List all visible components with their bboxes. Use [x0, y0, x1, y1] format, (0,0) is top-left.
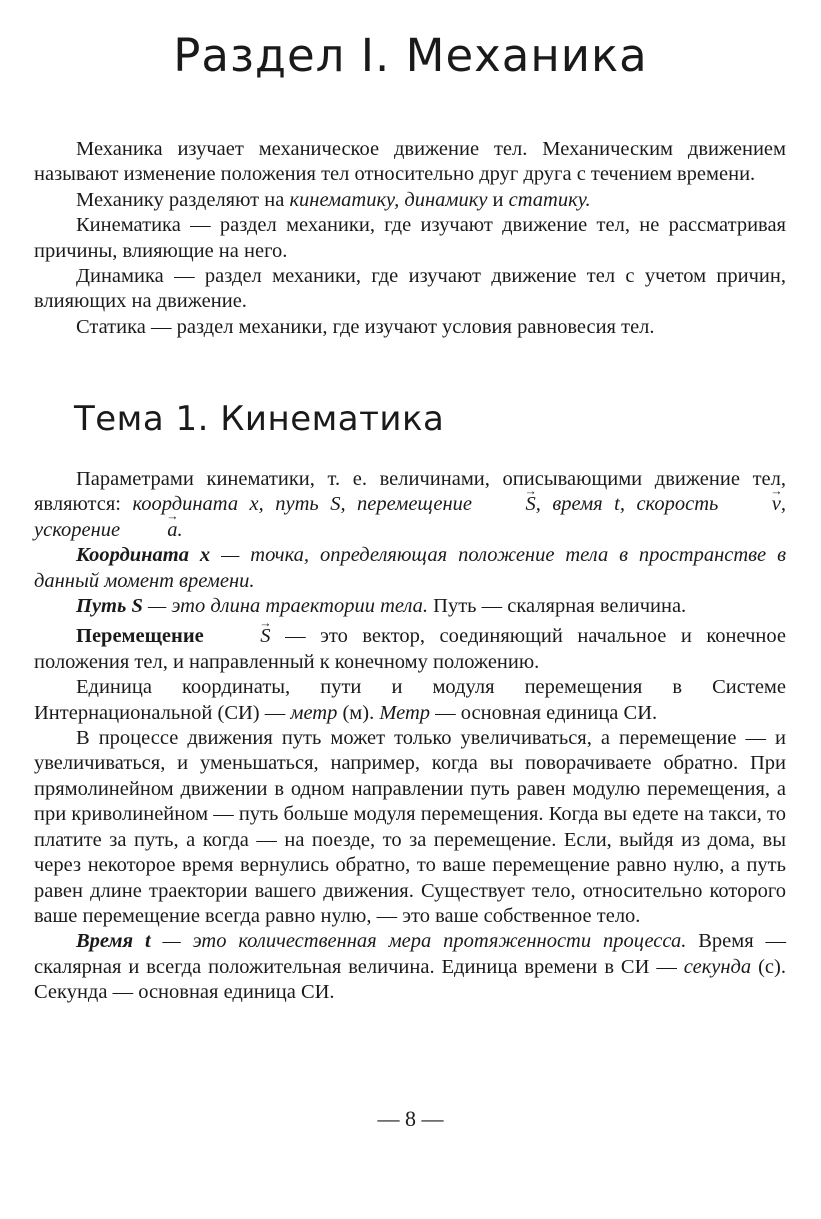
text-fragment: .	[177, 518, 183, 541]
section-title: Раздел I. Механика	[173, 29, 648, 82]
text-fragment: (с). Секунда — основная единица СИ.	[34, 955, 786, 1004]
kinematics-paragraph-7	[34, 929, 786, 1005]
vector-symbol: → S	[218, 624, 270, 649]
text-fragment: скорость	[636, 493, 730, 516]
kinematics-paragraph-6: В процессе движения путь может только увеличиваться, а перемещение — и увеличиваться, и уменьшаться, например, когда вы поворачиваете обратно. При прямолинейном движении в одном направлении путь равен модулю перемещения, а при криволинейном — путь больше модуля перемещения. Когда вы едете на такси, то платите за путь, а когда — на поезде, то за перемещение. Если, выйдя из дома, вы через некоторое время вернулись обратно, то ваше перемещение равно нулю, а путь равен длине траектории вашего движения. Существует тело, относительно которого ваше перемещение всегда равно нулю, — это ваше собственное тело.	[34, 727, 786, 927]
kinematics-paragraph-4	[34, 624, 786, 675]
term-coordinate: Координата x	[76, 544, 211, 567]
text-fragment: — основная единица СИ.	[430, 701, 658, 724]
text-fragment: Механику разделяют на	[76, 188, 290, 211]
unit-metre: метр	[290, 701, 338, 724]
unit-second: секунда	[683, 955, 752, 978]
vector-symbol: → S	[483, 492, 535, 517]
param-speed	[636, 493, 786, 515]
intro-paragraph-5: Статика — раздел механики, где изучают условия равновесия тел.	[76, 315, 655, 338]
term-statics: статику.	[508, 188, 591, 211]
text-fragment: Параметрами кинематики, т. е. величинами, описывающими движение тел, являются:	[34, 468, 786, 516]
term-time: Время t	[76, 930, 151, 953]
term-kinematics: кинематику,	[289, 188, 400, 211]
text-fragment: (м).	[337, 701, 380, 724]
param-acceleration	[34, 519, 183, 541]
intro-paragraph-2	[34, 188, 786, 213]
definition-time: — это количественная мера протяженности процесса.	[150, 930, 687, 953]
intro-text	[34, 137, 786, 340]
text-fragment: — это вектор, соединяющий начальное и конечное положения тел, и направленный к конечному положению.	[34, 625, 786, 673]
intro-paragraph-3: Кинематика — раздел механики, где изучают движение тел, не рассматривая причины, влияющие на него.	[34, 214, 786, 262]
param-time: время t,	[552, 493, 625, 516]
term-displacement: Перемещение	[76, 625, 219, 648]
text-fragment: Путь — скалярная величина.	[428, 595, 687, 618]
text-fragment: Единица координаты, пути и модуля перемещения в Системе Интернациональной (СИ) —	[34, 676, 786, 724]
kinematics-paragraph-3	[34, 594, 786, 619]
text-fragment: ускорение	[34, 518, 126, 541]
term-path: Путь S	[76, 595, 143, 618]
vector-symbol: → a	[125, 518, 177, 543]
definition-coordinate: — точка, определяющая положение тела в пространстве в данный момент времени.	[34, 544, 786, 592]
intro-paragraph-1: Механика изучает механическое движение тел. Механическим движением называют изменение положения тел относительно друг друга с течением времени.	[34, 138, 786, 186]
text-fragment: Время — скалярная и всегда положительная величина. Единица времени в СИ —	[34, 930, 787, 978]
text-fragment: ,	[780, 493, 787, 516]
text-fragment: и	[487, 188, 509, 211]
param-displacement	[357, 493, 541, 515]
kinematics-paragraph-1	[34, 467, 786, 543]
text-fragment: ,	[535, 493, 541, 516]
intro-paragraph-4: Динамика — раздел механики, где изучают движение тел с учетом причин, влияющих на движение.	[34, 265, 786, 313]
topic-title: Тема 1. Кинематика	[74, 399, 445, 439]
text-fragment: перемещение	[357, 493, 484, 516]
page-number: — 8 —	[377, 1106, 444, 1131]
term-dynamics: динамику	[404, 188, 488, 211]
param-coordinate: координата x,	[132, 493, 264, 516]
definition-path: — это длина траектории тела.	[142, 595, 429, 618]
param-path: путь S,	[275, 493, 346, 516]
kinematics-paragraph-2	[34, 543, 786, 594]
kinematics-paragraph-5	[34, 675, 786, 726]
kinematics-text	[34, 467, 786, 1006]
vector-symbol: → v	[730, 492, 781, 517]
unit-metre-term: Метр	[379, 701, 431, 724]
